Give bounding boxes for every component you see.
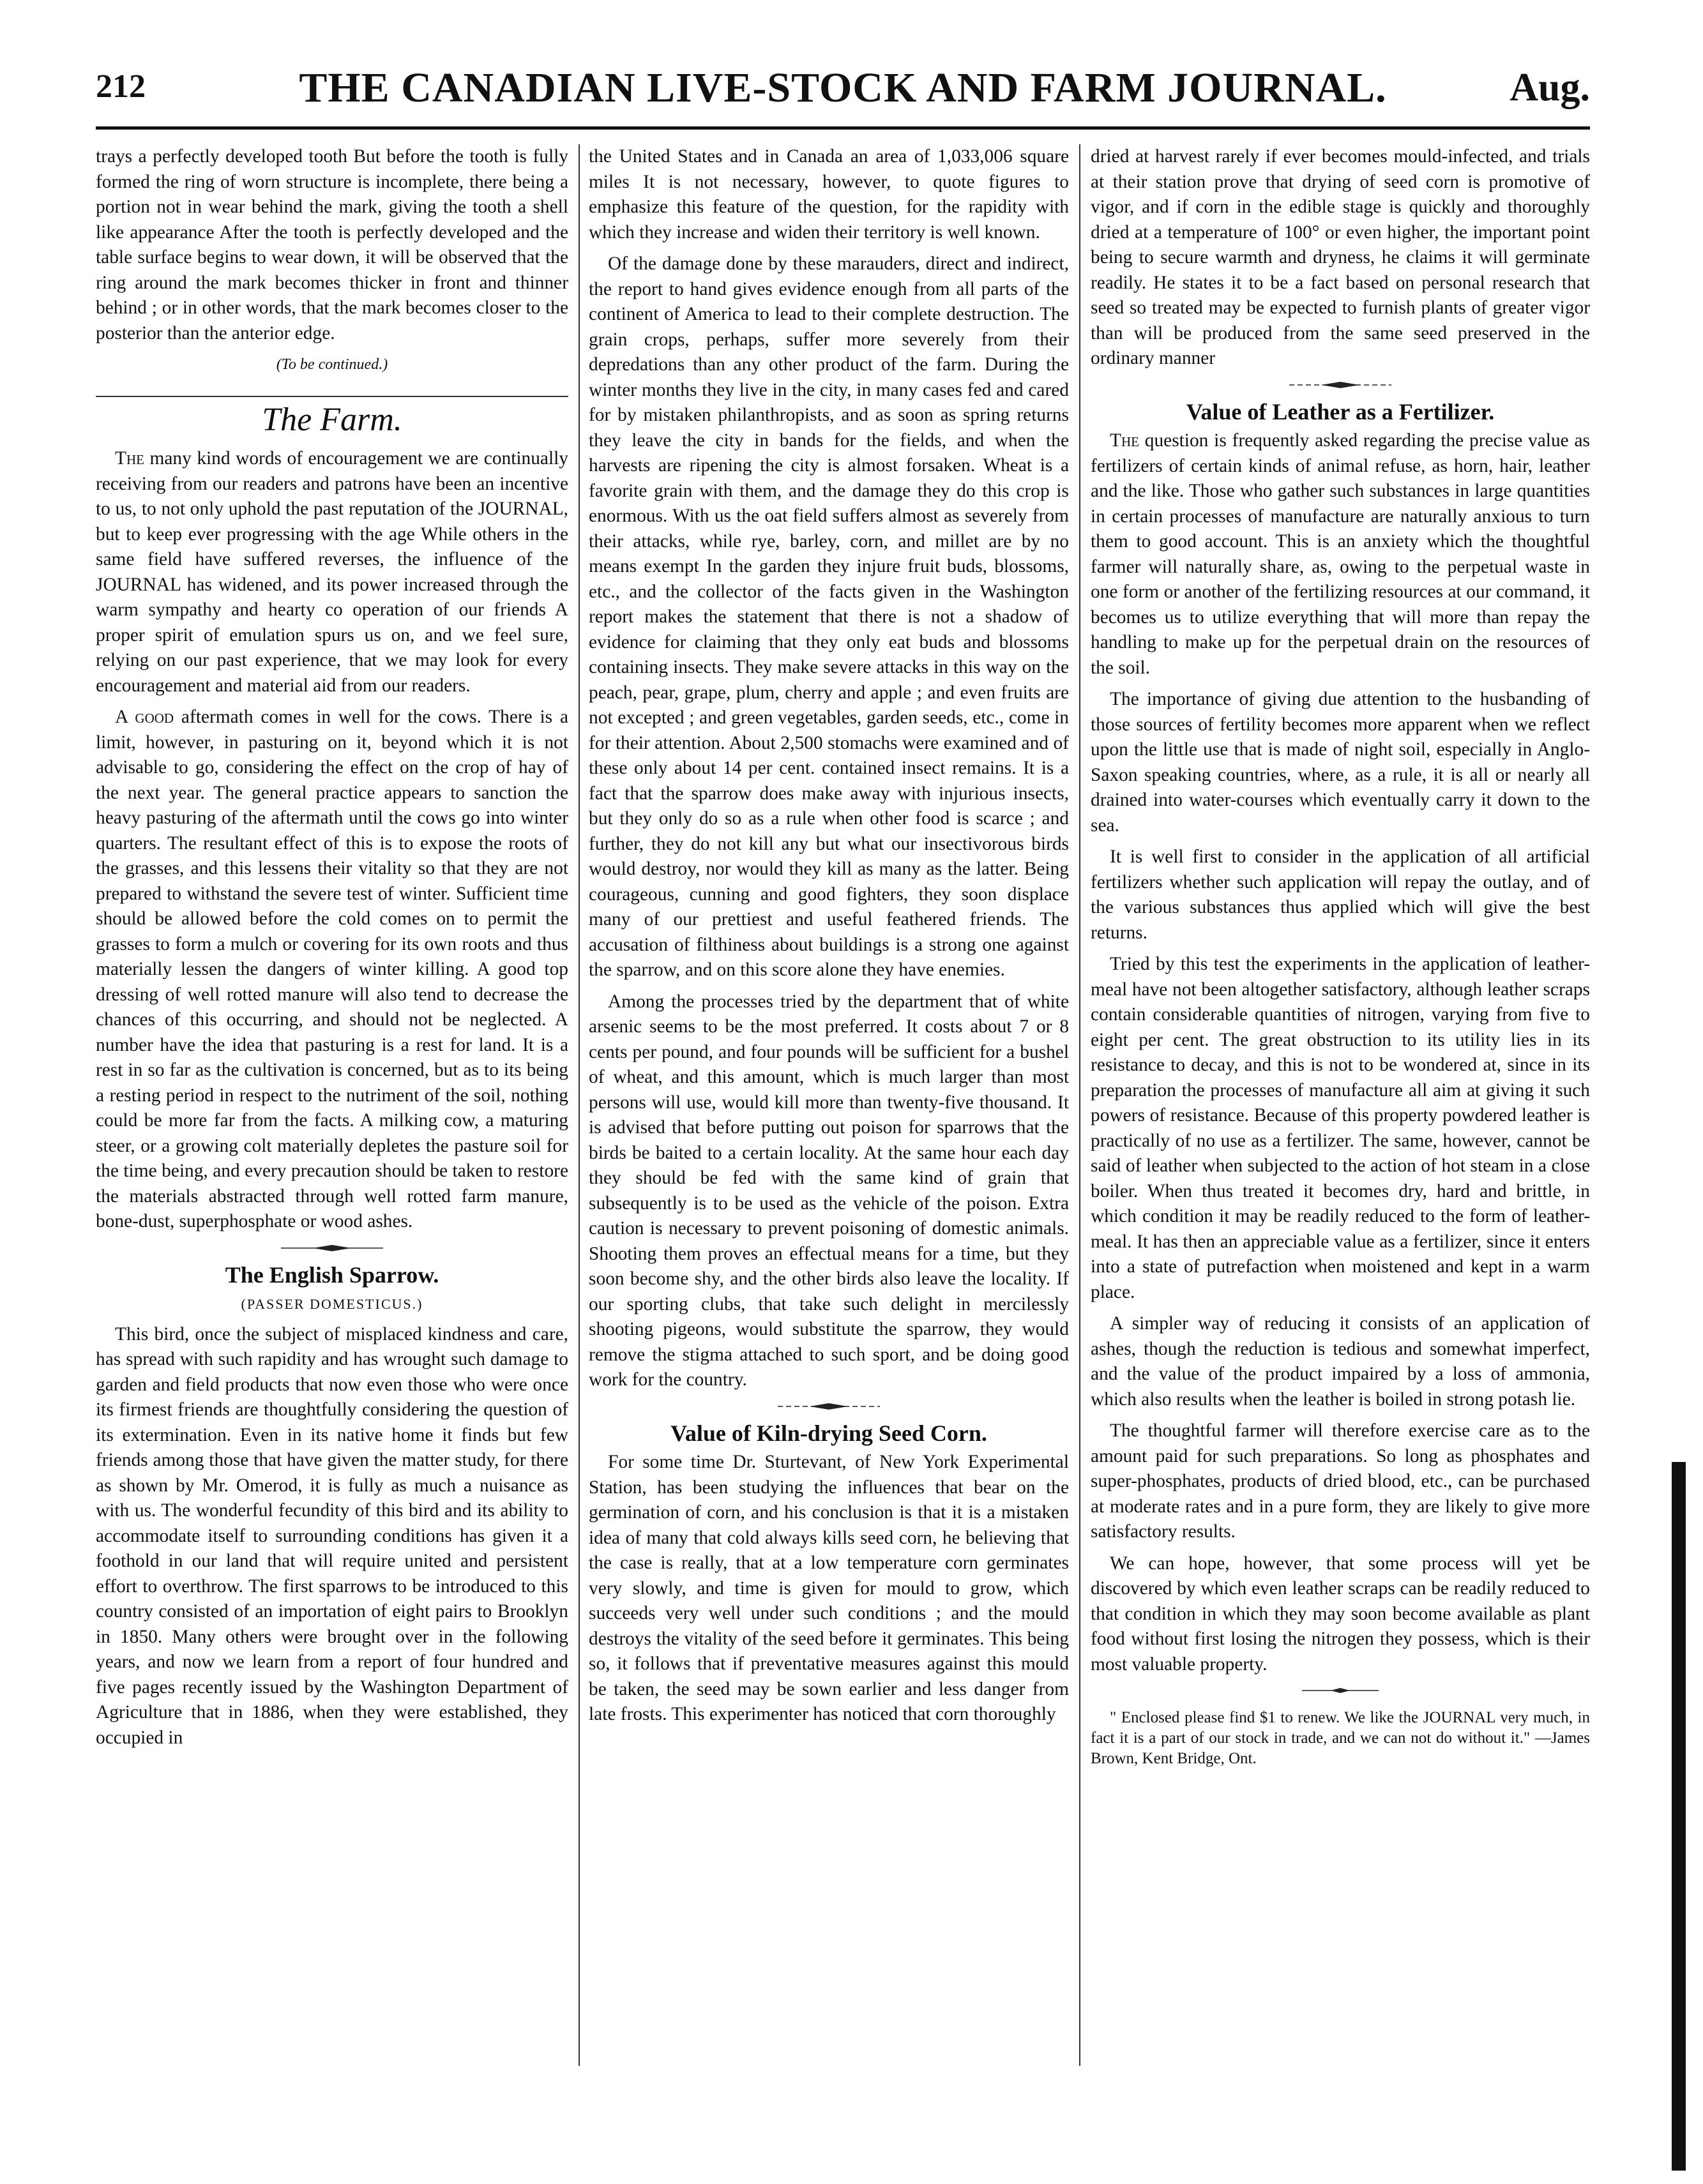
drop-lead: The xyxy=(115,448,144,469)
article-heading: The English Sparrow. xyxy=(225,1261,439,1288)
journal-title: THE CANADIAN LIVE-STOCK AND FARM JOURNAL. xyxy=(299,64,1387,111)
ornament-rule-icon xyxy=(771,1402,886,1411)
drop-lead: The xyxy=(1110,430,1139,451)
continued-note: (To be continued.) xyxy=(276,356,388,373)
header-rule xyxy=(96,126,1590,130)
drop-lead: A good xyxy=(115,707,174,727)
ornament-rule-icon xyxy=(1283,380,1398,389)
article-paragraph: It is well first to consider in the application of all artificial fertilizers whether such application will repay the outlay, and of the various substances thus applied which will give the best returns. xyxy=(1091,847,1590,943)
ornament-rule-icon xyxy=(275,1244,390,1253)
article-paragraph xyxy=(96,705,568,1235)
article-paragraph: Tried by this test the experiments in the application of leather-meal have not been altogether satisfactory, although leather scraps contain considerable quantities of nitrogen, varying from five to eight per cent. The great obstruction to its utility lies in its resistance to decay, and this is not to be wondered at, since in its preparation the processes of manufacture all aim at giving it such powers of resistance. Because of this property powdered leather is practically of no use as a fertilizer. The same, however, cannot be said of leather when subjected to the action of hot steam in a close boiler. When thus treated it becomes dry, hard and brittle, in which condition it may be readily reduced to the form of leather-meal. It has then an appreciable value as a fertilizer, since it enters into a state of putrefaction when moistened and kept in a warm place. xyxy=(1091,954,1590,1302)
article-paragraph: Of the damage done by these marauders, direct and indirect, the report to hand gives evidence enough from all parts of the continent of America to lead to their complete destruction. The grain crops, perhaps, suffer more severely from their depredations than any other product of the farm. During the winter months they live in the city, in many cases fed and cared for by mistaken philanthropists, and as soon as spring returns they leave the city in bands for the fields, and when the harvests are ripening the city is almost forsaken. Wheat is a favorite grain with them, and the damage they do this crop is enormous. With us the oat field suffers almost as severely from their attacks, while rye, barley, corn, and millet are by no means exempt In the garden they injure fruit buds, blossoms, etc., and the collector of the facts given in the Washington report makes the statement that there is not a shadow of evidence for claiming that they only eat buds and blossoms containing insects. They make severe attacks in this way on the peach, pear, grape, plum, cherry and apple ; and even fruits are not excepted ; and green vegetables, garden seeds, etc., come in for their attention. About 2,500 stomachs were examined and of these only about 14 per cent. contained insect remains. It is a fact that the sparrow does make away with injurious insects, but they only do so as a rule when other food is scarce ; and further, they do not kill any but what our insectivorous birds would destroy, nor would they kill as many as the latter. Being courageous, cunning and good fighters, they soon displace many of our prettiest and useful feathered friends. The accusation of filthiness about buildings is a strong one against the sparrow, and on this score alone they have enemies. xyxy=(589,253,1069,980)
column-1 xyxy=(96,144,568,2098)
paragraph-text: aftermath comes in well for the cows. There is a limit, however, in pasturing on it, beyond which it is not advisable to go, considering the effect on the crop of hay of the next year. The general practice appears to sanction the heavy pasturing of the aftermath until the cows go into winter quarters. The resultant effect of this is to expose the roots of the grasses, and this lessens their vitality so that they are not prepared to withstand the severe test of winter. Sufficient time should be allowed before the cold comes on to permit the grasses to form a mulch or covering for its own roots and thus materially lessen the dangers of winter killing. A good top dressing of well rotted manure will also tend to decrease the chances of this occurring, and should not be neglected. A number have the idea that pasturing is a rest for land. It is a rest in so far as the cultivation is concerned, but as to its being a resting period in respect to the nutriment of the soil, nothing could be more far from the facts. A milking cow, a maturing steer, or a growing colt materially depletes the pasture soil for the time being, and every precaution should be taken to restore the materials abstracted through well rotted farm manure, bone-dust, superphosphate or wood ashes. xyxy=(96,707,568,1231)
article-paragraph: This bird, once the subject of misplaced kindness and care, has spread with such rapidity and has wrought such damage to garden and field products that now even those who were once its firmest friends are thoughtfully considering the question of its extermination. Even in its native home it finds but few friends among those that have given the matter study, for there as shown by Mr. Omerod, it is fully as much a nuisance as with us. The wonderful fecundity of this bird and its ability to accommodate itself to surrounding conditions has given it a foothold in our land that will require united and persistent effort to overthrow. The first sparrows to be introduced to this country consisted of an importation of eight pairs to Brooklyn in 1850. Many others were brought over in the following years, and now we learn from a report of four hundred and five pages recently issued by the Washington Department of Agriculture that in 1886, when they were established, they occupied in xyxy=(96,1323,568,1748)
article-paragraph xyxy=(1091,428,1590,681)
article-subheading: (PASSER DOMESTICUS.) xyxy=(241,1296,423,1312)
column-3 xyxy=(1091,144,1590,2098)
article-paragraph: trays a perfectly developed tooth But before the tooth is fully formed the ring of worn structure is incomplete, there being a portion not in wear behind the mark, giving the tooth a shell like appearance After the tooth is perfectly developed and the table surface begins to wear down, it will be observed that the ring around the mark becomes thicker in front and thinner behind ; or in other words, that the mark becomes closer to the posterior than the anterior edge. xyxy=(96,146,568,343)
article-heading: Value of Leather as a Fertilizer. xyxy=(1186,398,1495,425)
ornament-rule-icon xyxy=(1283,1686,1398,1695)
article-paragraph: A simpler way of reducing it consists of an application of ashes, though the reduction is tedious and somewhat imperfect, and the value of the product impaired by a loss of ammonia, which also results when the leather is boiled in strong potash lie. xyxy=(1091,1313,1590,1410)
article-paragraph xyxy=(96,446,568,698)
column-2 xyxy=(589,144,1069,2098)
masthead xyxy=(96,64,1590,115)
article-paragraph: Among the processes tried by the department that of white arsenic seems to be the most preferred. It costs about 7 or 8 cents per pound, and four pounds will be sufficient for a bushel of wheat, and this amount, which is much larger than most persons will use, would kill more than twenty-five thousand. It is advised that before putting out poison for sparrows that the birds be baited to a certain locality. At the same hour each day they should be fed with the same kind of grain that subsequently is to be used as the vehicle of the poison. Extra caution is necessary to prevent poisoning of domestic animals. Shooting them proves an effectual means for a time, but they soon become shy, and the other birds also leave the locality. If our sporting clubs, that take such delight in mercilessly shooting pigeons, would substitute the sparrow, they would remove the stigma attached to such sport, and be doing good work for the country. xyxy=(589,991,1069,1390)
article-paragraph: The thoughtful farmer will therefore exercise care as to the amount paid for such preparations. So long as phosphates and super-phosphates, products of dried blood, etc., can be purchased at moderate rates and in a pure form, they are likely to give more satisfactory results. xyxy=(1091,1420,1590,1542)
section-title: The Farm. xyxy=(96,396,568,433)
column-divider xyxy=(579,144,580,2066)
paragraph-text: many kind words of encouragement we are continually receiving from our readers and patrons have been an incentive to us, to not only uphold the past reputation of the JOURNAL, but to keep ever progressing with the age While others in the same field have suffered reverses, the influence of the JOURNAL has widened, and its power increased through the warm sympathy and hearty co operation of our friends A proper spirit of emulation spurs us on, and we feel sure, relying on our past experience, that we may look for every encouragement and material aid from our readers. xyxy=(96,448,568,696)
reader-testimonial: " Enclosed please find $1 to renew. We like the JOURNAL very much, in fact it is a part of our stock in trade, and we can not do without it." —James Brown, Kent Bridge, Ont. xyxy=(1091,1709,1590,1767)
article-paragraph: dried at harvest rarely if ever becomes mould-infected, and trials at their station prove that drying of seed corn is promotive of vigor, and if corn in the edible stage is quickly and thoroughly dried at a temperature of 100° or even higher, the important point being to secure warmth and dryness, he claims it will germinate readily. He states it to be a fact based on personal research that seed so treated may be expected to furnish plants of greater vigor than will be produced from the same seed preserved in the ordinary manner xyxy=(1091,146,1590,368)
article-heading: Value of Kiln-drying Seed Corn. xyxy=(670,1420,987,1446)
issue-month: Aug. xyxy=(1510,66,1590,109)
column-divider xyxy=(1079,144,1080,2066)
article-paragraph: the United States and in Canada an area of 1,033,006 square miles It is not necessary, however, to quote figures to emphasize this feature of the question, for the rapidity with which they increase and widen their territory is well known. xyxy=(589,146,1069,243)
page-edge-shadow xyxy=(1672,1462,1686,2171)
page-number: 212 xyxy=(96,68,146,105)
article-paragraph: The importance of giving due attention to the husbanding of those sources of fertility becomes more apparent when we reflect upon the little use that is made of night soil, especially in Anglo-Saxon speaking countries, where, as a rule, it is all or nearly all drained into water-courses which eventually carry it down to the sea. xyxy=(1091,689,1590,836)
paragraph-text: question is frequently asked regarding the precise value as fertilizers of certain kinds of animal refuse, as horn, hair, leather and the like. Those who gather such substances in large quantities in certain processes of manufacture are naturally anxious to turn them to good account. This is an anxiety which the thoughtful farmer will naturally share, as, owing to the perpetual waste in one form or another of the fertilizing resources at our command, it becomes us to utilize everything that will more than repay the handling to make up for the perpetual drain on the resources of the soil. xyxy=(1091,430,1590,678)
article-paragraph: We can hope, however, that some process will yet be discovered by which even leather scraps can be readily reduced to that condition in which they may soon become available as plant food without first losing the nitrogen they possess, which is their most valuable property. xyxy=(1091,1553,1590,1675)
article-paragraph: For some time Dr. Sturtevant, of New York Experimental Station, has been studying the influences that bear on the germination of corn, and his conclusion is that it is a mistaken idea of many that cold always kills seed corn, he believing that the case is really, that at a low temperature corn germinates very slowly, and time is given for mould to grow, which succeeds very well under such conditions ; and the mould destroys the vitality of the seed before it germinates. This being so, it follows that if preventative measures against this mould be taken, the seed may be sown earlier and less danger from late frosts. This experimenter has noticed that corn thoroughly xyxy=(589,1452,1069,1724)
